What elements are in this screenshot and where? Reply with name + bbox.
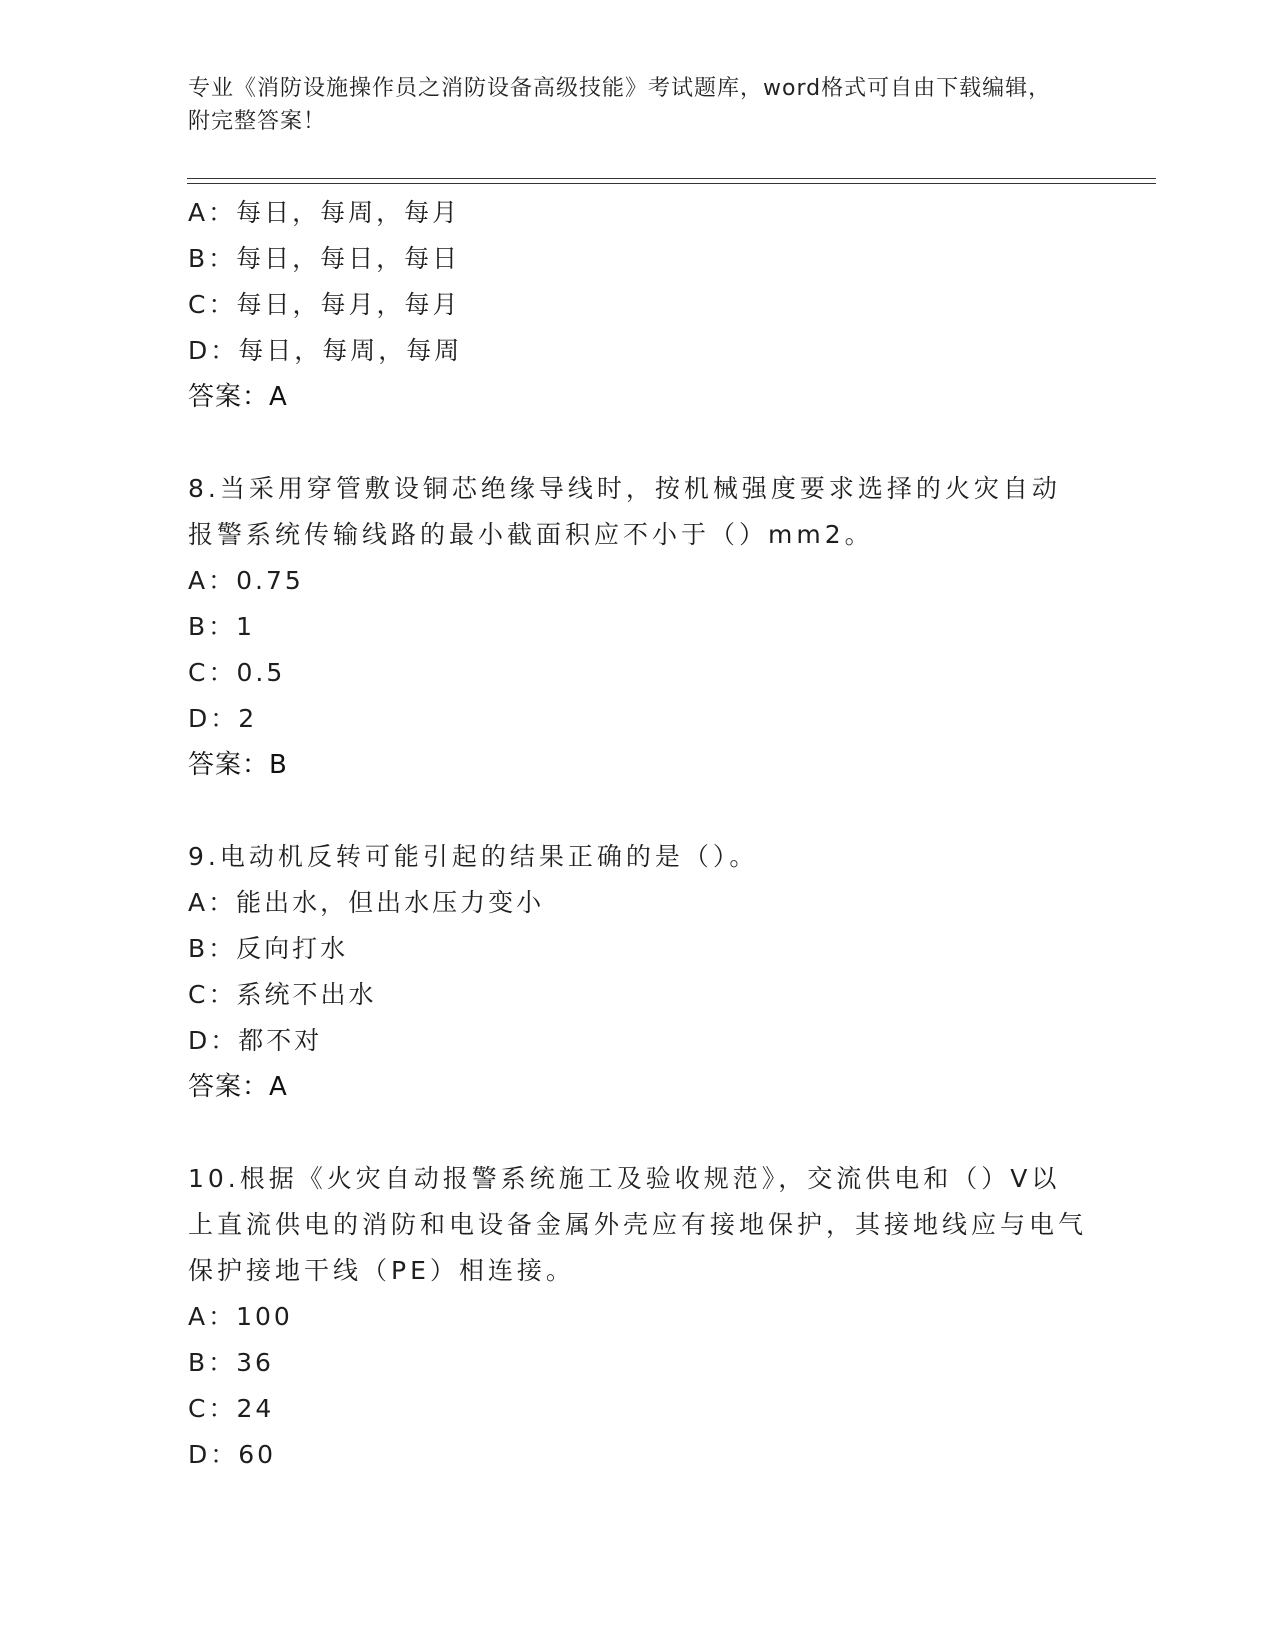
question-9: [188, 834, 1088, 1110]
option-b: B：反向打水: [188, 934, 349, 963]
option-d: D：每日，每周，每周: [188, 336, 463, 365]
question-7-fragment: [188, 190, 1088, 420]
answer-line: 答案：A: [188, 382, 288, 412]
answer-line: 答案：A: [188, 1072, 288, 1102]
header-divider-bottom: [187, 183, 1156, 184]
question-stem: 8.当采用穿管敷设铜芯绝缘导线时，按机械强度要求选择的火灾自动报警系统传输线路的最小截面积应不小于（）mm2。: [188, 474, 1061, 549]
question-stem: 9.电动机反转可能引起的结果正确的是（）。: [188, 842, 759, 871]
header-text: 专业《消防设施操作员之消防设备高级技能》考试题库，word格式可自由下载编辑，附完整答案！: [188, 76, 1052, 134]
header-divider-top: [187, 178, 1156, 179]
question-content: [188, 190, 1088, 1478]
option-b: B：36: [188, 1348, 274, 1377]
question-stem: 10.根据《火灾自动报警系统施工及验收规范》，交流供电和（）V以上直流供电的消防和电设备金属外壳应有接地保护，其接地线应与电气保护接地干线（PE）相连接。: [188, 1164, 1088, 1285]
option-b: B：1: [188, 612, 256, 641]
option-a: A：0.75: [188, 566, 304, 595]
question-10: [188, 1156, 1088, 1478]
option-c: C：0.5: [188, 658, 286, 687]
option-b: B：每日，每日，每日: [188, 244, 461, 273]
option-c: C：系统不出水: [188, 980, 377, 1009]
option-d: D：都不对: [188, 1026, 323, 1055]
option-c: C：24: [188, 1394, 275, 1423]
option-a: A：每日，每周，每月: [188, 198, 461, 227]
document-header: [188, 72, 1068, 138]
option-c: C：每日，每月，每月: [188, 290, 461, 319]
option-d: D：2: [188, 704, 258, 733]
option-d: D：60: [188, 1440, 277, 1469]
option-a: A：100: [188, 1302, 293, 1331]
question-8: [188, 466, 1088, 788]
answer-line: 答案：B: [188, 750, 288, 780]
option-a: A：能出水，但出水压力变小: [188, 888, 545, 917]
